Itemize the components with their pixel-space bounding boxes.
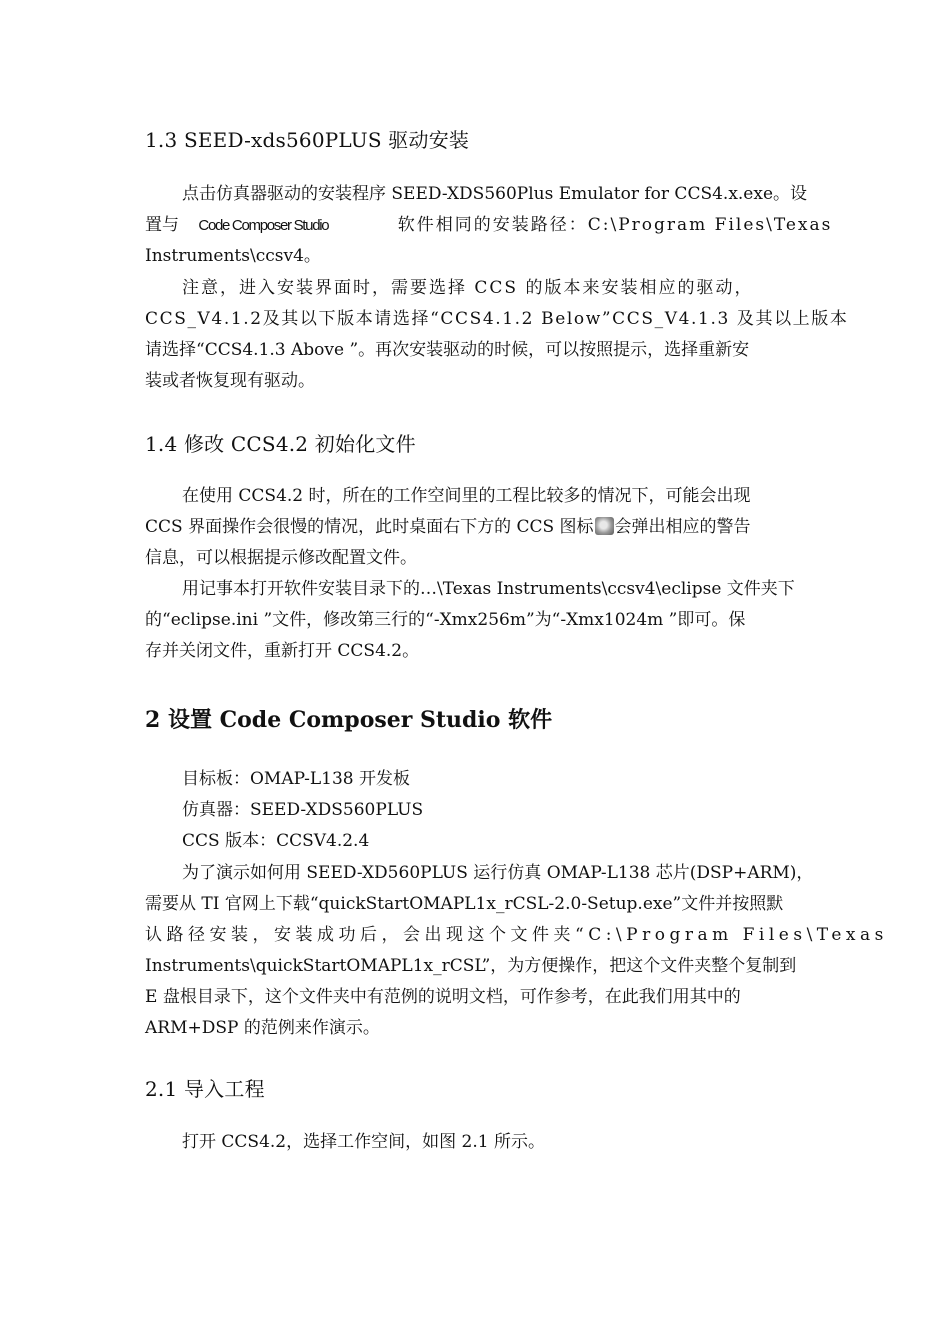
paragraph-line: 注意，进入安装界面时，需要选择 CCS 的版本来安装相应的驱动， xyxy=(182,278,754,298)
paragraph-line: 需要从 TI 官网上下载“quickStartOMAPL1x_rCSL-2.0-Setup.exe”文件并按照默 xyxy=(145,894,784,914)
section-heading-1-4: 1.4 修改 CCS4.2 初始化文件 xyxy=(145,432,416,456)
paragraph-line: 为了演示如何用 SEED-XD560PLUS 运行仿真 OMAP-L138 芯片(DSP+ARM)， xyxy=(182,863,814,883)
paragraph-line: Instruments\ccsv4。 xyxy=(145,246,321,266)
paragraph-text: 置与 xyxy=(145,215,179,235)
ccs-tray-icon xyxy=(595,517,614,535)
paragraph-line: 打开 CCS4.2，选择工作空间，如图 2.1 所示。 xyxy=(182,1132,545,1152)
paragraph-line: 认路径安装，安装成功后，会出现这个文件夹“C:\Program Files\Texas xyxy=(145,925,888,945)
paragraph-line: CCS_V4.1.2及其以下版本请选择“CCS4.1.2 Below”CCS_V4.1.3 及其以上版本 xyxy=(145,309,849,329)
paragraph-line: Instruments\quickStartOMAPL1x_rCSL”，为方便操作，把这个文件夹整个复制到 xyxy=(145,956,797,976)
paragraph-text: CCS 界面操作会很慢的情况，此时桌面右下方的 CCS 图标 xyxy=(145,517,594,537)
ccs-version-line: CCS 版本：CCSV4.2.4 xyxy=(182,831,370,851)
paragraph-line: 点击仿真器驱动的安装程序 SEED-XDS560Plus Emulator for CCS4.x.exe。设 xyxy=(182,184,808,204)
paragraph-line: 用记事本打开软件安装目录下的…\Texas Instruments\ccsv4\eclipse 文件夹下 xyxy=(182,579,795,599)
paragraph-line: 存并关闭文件，重新打开 CCS4.2。 xyxy=(145,641,420,661)
paragraph-line: 的“eclipse.ini ”文件，修改第三行的“-Xmx256m”为“-Xmx1024m ”即可。保 xyxy=(145,610,746,630)
paragraph-line: 在使用 CCS4.2 时，所在的工作空间里的工程比较多的情况下，可能会出现 xyxy=(182,486,751,506)
section-heading-2-1: 2.1 导入工程 xyxy=(145,1077,265,1101)
paragraph-line xyxy=(145,215,833,236)
emulator-line: 仿真器：SEED-XDS560PLUS xyxy=(182,800,424,820)
target-board-line: 目标板：OMAP-L138 开发板 xyxy=(182,769,411,789)
paragraph-text: 会弹出相应的警告 xyxy=(614,517,751,537)
paragraph-line: 装或者恢复现有驱动。 xyxy=(145,371,315,391)
section-heading-2: 2 设置 Code Composer Studio 软件 xyxy=(145,707,553,733)
paragraph-line xyxy=(145,517,810,537)
product-name: Code Composer Studio xyxy=(198,217,329,234)
paragraph-line: E 盘根目录下，这个文件夹中有范例的说明文档，可作参考，在此我们用其中的 xyxy=(145,987,741,1007)
section-heading-1-3: 1.3 SEED-xds560PLUS 驱动安装 xyxy=(145,128,470,152)
paragraph-line: 请选择“CCS4.1.3 Above ”。再次安装驱动的时候，可以按照提示，选择重新安 xyxy=(145,340,750,360)
paragraph-line: 信息，可以根据提示修改配置文件。 xyxy=(145,548,417,568)
paragraph-text: 软件相同的安装路径：C:\Program Files\Texas xyxy=(397,215,833,235)
paragraph-line: ARM+DSP 的范例来作演示。 xyxy=(145,1018,380,1038)
